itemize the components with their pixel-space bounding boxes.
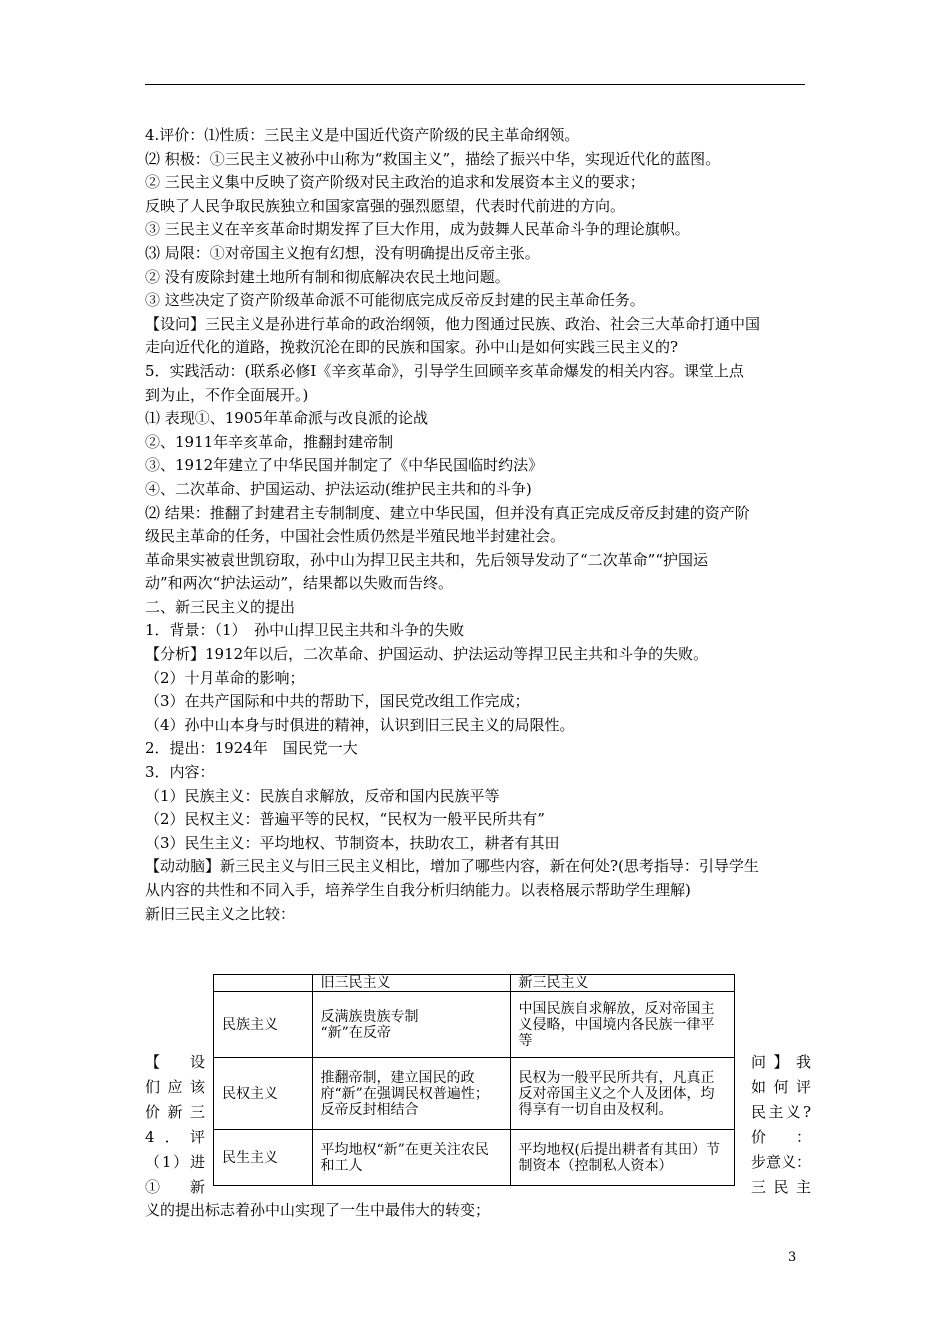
old-cell: 推翻帝制，建立国民的政府“新”在强调民权普遍性；反帝反封相结合 [312, 1058, 510, 1130]
new-cell: 中国民族自求解放，反对帝国主义侵略，中国境内各民族一律平等 [510, 992, 734, 1058]
text-line: ⑶ 局限：①对帝国主义抱有幻想，没有明确提出反帝主张。 [145, 243, 540, 262]
text-line: 走向近代化的道路，挽救沉沦在即的民族和国家。孙中山是如何实践三民主义的? [145, 338, 679, 357]
fragment: ① 新 [145, 1178, 205, 1196]
fragment: 步意义： [751, 1153, 812, 1171]
text-line: 【分析】1912年以后，二次革命、护国运动、护法运动等捍卫民主共和斗争的失败。 [145, 645, 709, 664]
fragment: 们应该 [145, 1078, 205, 1096]
table-header-cell [214, 975, 313, 992]
text-line: ④、二次革命、护国运动、护法运动(维护民主共和的斗争) [145, 479, 532, 498]
text-line: （3）在共产国际和中共的帮助下，国民党改组工作完成； [145, 692, 530, 711]
row-label: 民权主义 [214, 1058, 313, 1130]
text-line: （4）孙中山本身与时俱进的精神，认识到旧三民主义的局限性。 [145, 715, 575, 734]
text-line: 1．背景：（1） 孙中山捍卫民主共和斗争的失败 [145, 621, 465, 640]
old-cell [312, 992, 510, 1058]
text-line: 4.评价：⑴性质：三民主义是中国近代资产阶级的民主革命纲领。 [145, 126, 580, 144]
text-line: 义的提出标志着孙中山实现了一生中最伟大的转变； [145, 1201, 491, 1219]
text-line: ⑵ 结果：推翻了封建君主专制制度、建立中华民国，但并没有真正完成反帝反封建的资产阶 [145, 503, 750, 522]
text-line: （2）十月革命的影响； [145, 668, 305, 687]
old-cell-text: 反满族贵族专制 “新”在反帝 [320, 1008, 419, 1041]
text-line: 2．提出：1924年 国民党一大 [145, 739, 358, 758]
row-label: 民生主义 [214, 1130, 313, 1186]
text-line: 3．内容： [145, 763, 215, 782]
fragment: 三民主 [751, 1178, 811, 1196]
text-line: 级民主革命的任务，中国社会性质仍然是半殖民地半封建社会。 [145, 527, 566, 546]
table-header-cell: 新三民主义 [510, 975, 734, 992]
fragment: 价： [751, 1128, 811, 1146]
text-line: 从内容的共性和不同入手，培养学生自我分析归纳能力。以表格展示帮助学生理解) [145, 881, 691, 899]
table-row [214, 992, 735, 1058]
fragment: 问】我 [751, 1053, 811, 1071]
left-wrapped-text [145, 1050, 205, 1200]
text-line: （3）民生主义：平均地权、节制资本，扶助农工，耕者有其田 [145, 833, 560, 852]
table-header-row [214, 975, 735, 992]
fragment: 如何评 [751, 1078, 811, 1096]
new-cell: 民权为一般平民所共有，凡真正反对帝国主义之个人及团体，均得享有一切自由及权利。 [510, 1058, 734, 1130]
header-rule [145, 84, 805, 85]
body-text [145, 124, 809, 926]
fragment: 民主义? [751, 1103, 811, 1121]
text-line: 【设问】三民主义是孙进行革命的政治纲领，他力图通过民族、政治、社会三大革命打通中国 [145, 314, 761, 333]
text-line: ③ 这些决定了资产阶级革命派不可能彻底完成反帝反封建的民主革命任务。 [145, 291, 645, 310]
table-row [214, 1130, 735, 1186]
table-row [214, 1058, 735, 1130]
text-line: 5．实践活动：(联系必修Ⅰ《辛亥革命》，引导学生回顾辛亥革命爆发的相关内容。课堂上点 [145, 361, 744, 380]
text-line: ⑴ 表现①、1905年革命派与改良派的论战 [145, 409, 428, 428]
fragment: 4．评 [145, 1128, 205, 1146]
text-line: 新旧三民主义之比较： [145, 904, 296, 923]
text-line: ②、1911年辛亥革命，推翻封建帝制 [145, 432, 394, 451]
text-line: ② 没有废除封建土地所有制和彻底解决农民土地问题。 [145, 267, 510, 286]
text-line: 【动动脑】新三民主义与旧三民主义相比，增加了哪些内容，新在何处?(思考指导：引导学生 [145, 857, 759, 876]
text-line: ⑵ 积极：①三民主义被孙中山称为“救国主义”，描绘了振兴中华，实现近代化的蓝图。 [145, 149, 721, 168]
comparison-table [213, 974, 735, 1186]
fragment: 【 设 [145, 1053, 205, 1071]
text-line: ③ 三民主义在辛亥革命时期发挥了巨大作用，成为鼓舞人民革命斗争的理论旗帜。 [145, 220, 690, 239]
text-line: ③、1912年建立了中华民国并制定了《中华民国临时约法》 [145, 456, 544, 475]
right-wrapped-text [751, 1050, 811, 1200]
fragment: （1）进 [145, 1153, 205, 1171]
text-line: 反映了人民争取民族独立和国家富强的强烈愿望，代表时代前进的方向。 [145, 196, 626, 215]
new-cell: 平均地权(后提出耕者有其田）节制资本（控制私人资本） [510, 1130, 734, 1186]
text-line: 动”和两次“护法运动”，结果都以失败而告终。 [145, 574, 454, 593]
old-cell: 平均地权“新”在更关注农民和工人 [312, 1130, 510, 1186]
text-line: （1）民族主义：民族自求解放，反帝和国内民族平等 [145, 786, 500, 805]
table-header-cell: 旧三民主义 [312, 975, 510, 992]
text-line: 革命果实被袁世凯窃取，孙中山为捍卫民主共和，先后领导发动了“二次革命”“护国运 [145, 550, 709, 569]
fragment: 价新三 [145, 1103, 205, 1121]
page-number: 3 [788, 1250, 797, 1265]
row-label: 民族主义 [214, 992, 313, 1058]
text-line: 到为止，不作全面展开。) [145, 385, 309, 404]
text-line: （2）民权主义：普遍平等的民权，“民权为一般平民所共有” [145, 810, 545, 829]
text-line: ② 三民主义集中反映了资产阶级对民主政治的追求和发展资本主义的要求； [145, 173, 645, 192]
section-heading: 二、新三民主义的提出 [145, 597, 296, 616]
